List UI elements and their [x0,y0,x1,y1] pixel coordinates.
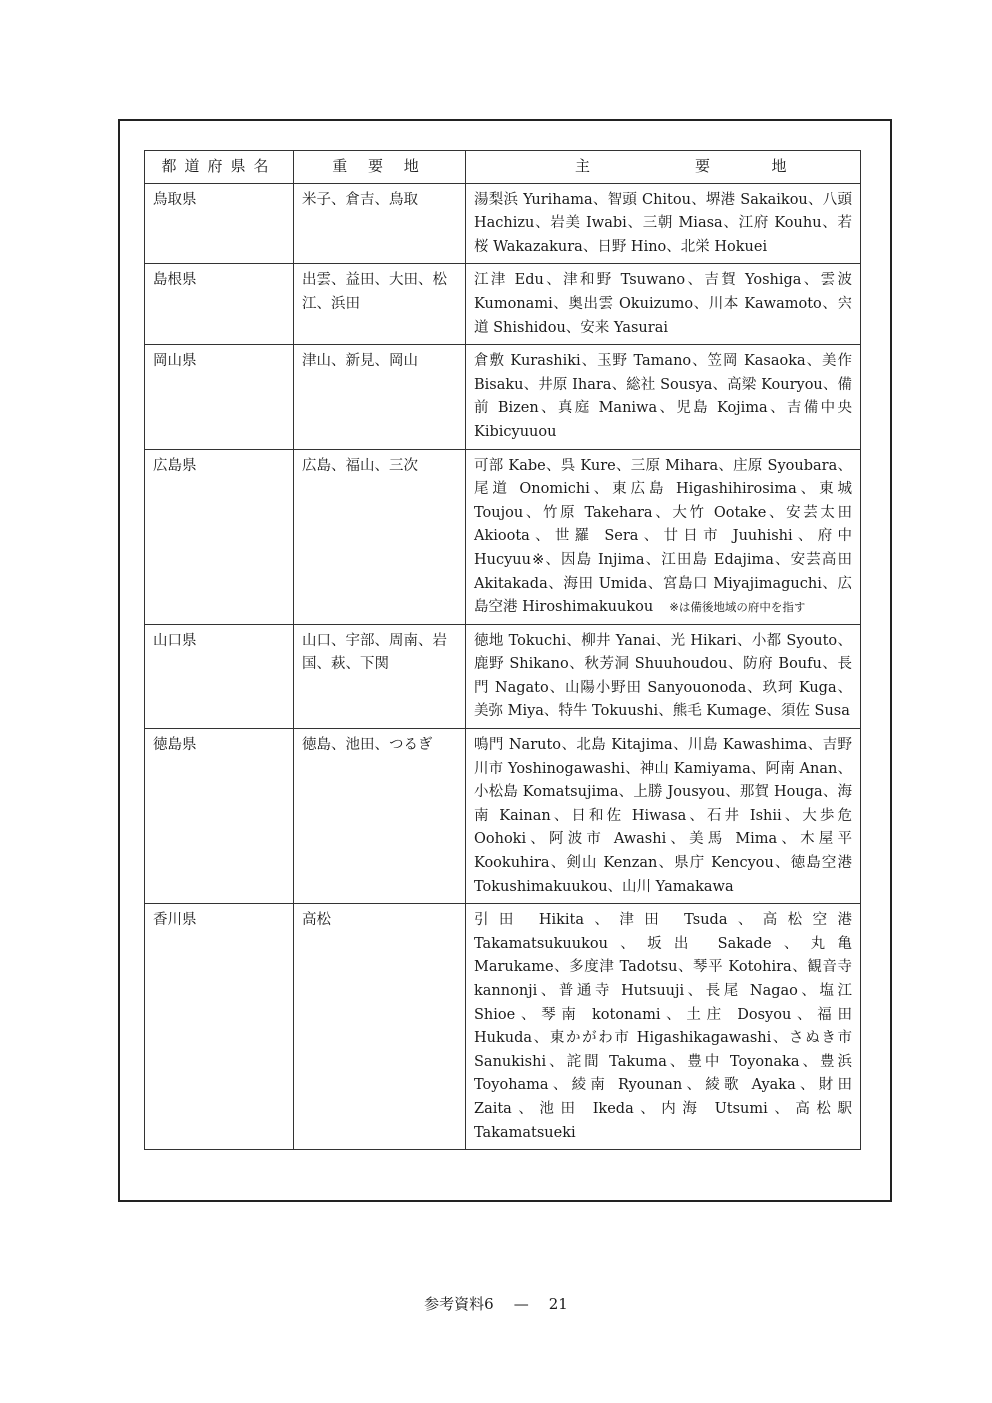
cell-important: 徳島、池田、つるぎ [294,729,466,904]
cell-main [466,449,861,624]
cell-prefecture: 島根県 [145,264,294,345]
table-row-tokushima [145,729,861,904]
cell-main: 徳地 Tokuchi、柳井 Yanai、光 Hikari、小都 Syouto、鹿野 Shikano、秋芳洞 Shuuhoudou、防府 Boufu、長門 Nagato、山陽小野田 Sanyouonoda、玖珂 Kuga、美弥 Miya、特牛 Tokuushi、熊毛 Kumage、須佐 Susa [466,624,861,728]
cell-prefecture: 広島県 [145,449,294,624]
table-row-okayama [145,345,861,449]
regional-place-names-table [144,150,861,1150]
table-row-tottori [145,183,861,264]
table-row-shimane [145,264,861,345]
footer-label: 参考資料6 [424,1295,494,1313]
cell-important: 津山、新見、岡山 [294,345,466,449]
cell-important: 出雲、益田、大田、松江、浜田 [294,264,466,345]
table-header-row [145,151,861,184]
page-number: 21 [548,1295,568,1313]
header-main-char-1: 主 [574,157,598,175]
page-footer [0,1293,992,1314]
header-main-char-3: 地 [771,157,795,175]
cell-important: 高松 [294,904,466,1150]
footer-dash: — [513,1295,529,1313]
table-row-hiroshima [145,449,861,624]
cell-main: 引田 Hikita、津田 Tsuda、高松空港 Takamatsukuukou、坂出 Sakade、丸亀 Marukame、多度津 Tadotsu、琴平 Kotohira、観音寺 kannonji、普通寺 Hutsuuji、長尾 Nagao、塩江 Shioe、琴南 kotonami、土庄 Dosyou、福田 Hukuda、東かがわ市 Higashikagawashi、さぬき市 Sanukishi、詫間 Takuma、豊中 Toyonaka、豊浜 Toyohama、綾南 Ryounan、綾歌 Ayaka、財田 Zaita、池田 Ikeda、内海 Utsumi、高松駅 Takamatsueki [466,904,861,1150]
cell-important: 山口、宇部、周南、岩国、萩、下関 [294,624,466,728]
cell-main: 鳴門 Naruto、北島 Kitajima、川島 Kawashima、吉野川市 Yoshinogawashi、神山 Kamiyama、阿南 Anan、小松島 Komatsujima、上勝 Jousyou、那賀 Houga、海南 Kainan、日和佐 Hiwasa、石井 Ishii、大歩危 Oohoki、阿波市 Awashi、美馬 Mima、木屋平 Kookuhira、剣山 Kenzan、県庁 Kencyou、徳島空港 Tokushimakuukou、山川 Yamakawa [466,729,861,904]
footnote-fuchu: ※は備後地域の府中を指す [669,600,806,615]
cell-prefecture: 鳥取県 [145,183,294,264]
cell-important: 米子、倉吉、鳥取 [294,183,466,264]
cell-prefecture: 山口県 [145,624,294,728]
cell-prefecture: 徳島県 [145,729,294,904]
table-row-yamaguchi [145,624,861,728]
cell-main: 江津 Edu、津和野 Tsuwano、吉賀 Yoshiga、雲波 Kumonami、奥出雲 Okuizumo、川本 Kawamoto、宍道 Shishidou、安来 Yasurai [466,264,861,345]
cell-prefecture: 香川県 [145,904,294,1150]
header-main-char-2: 要 [694,157,718,175]
cell-main: 倉敷 Kurashiki、玉野 Tamano、笠岡 Kasaoka、美作 Bisaku、井原 Ihara、総社 Sousya、高梁 Kouryou、備前 Bizen、真庭 Maniwa、児島 Kojima、吉備中央 Kibicyuuou [466,345,861,449]
table-row-kagawa [145,904,861,1150]
header-important-places: 重 要 地 [294,151,466,184]
cell-important: 広島、福山、三次 [294,449,466,624]
cell-prefecture: 岡山県 [145,345,294,449]
header-main-places [466,151,861,184]
cell-main: 湯梨浜 Yurihama、智頭 Chitou、堺港 Sakaikou、八頭 Hachizu、岩美 Iwabi、三朝 Miasa、江府 Kouhu、若桜 Wakazakura、日野 Hino、北栄 Hokuei [466,183,861,264]
cell-main-text: 可部 Kabe、呉 Kure、三原 Mihara、庄原 Syoubara、尾道 Onomichi、東広島 Higashihirosima、東城 Toujou、竹原 Takehara、大竹 Ootake、安芸太田 Akioota、世羅 Sera、廿日市 Juuhishi、府中 Hucyuu※、因島 Injima、江田島 Edajima、安芸高田 Akitakada、海田 Umida、宮島口 Miyajimaguchi、広島空港 Hiroshimakuukou [474,457,852,616]
header-prefecture: 都道府県名 [145,151,294,184]
